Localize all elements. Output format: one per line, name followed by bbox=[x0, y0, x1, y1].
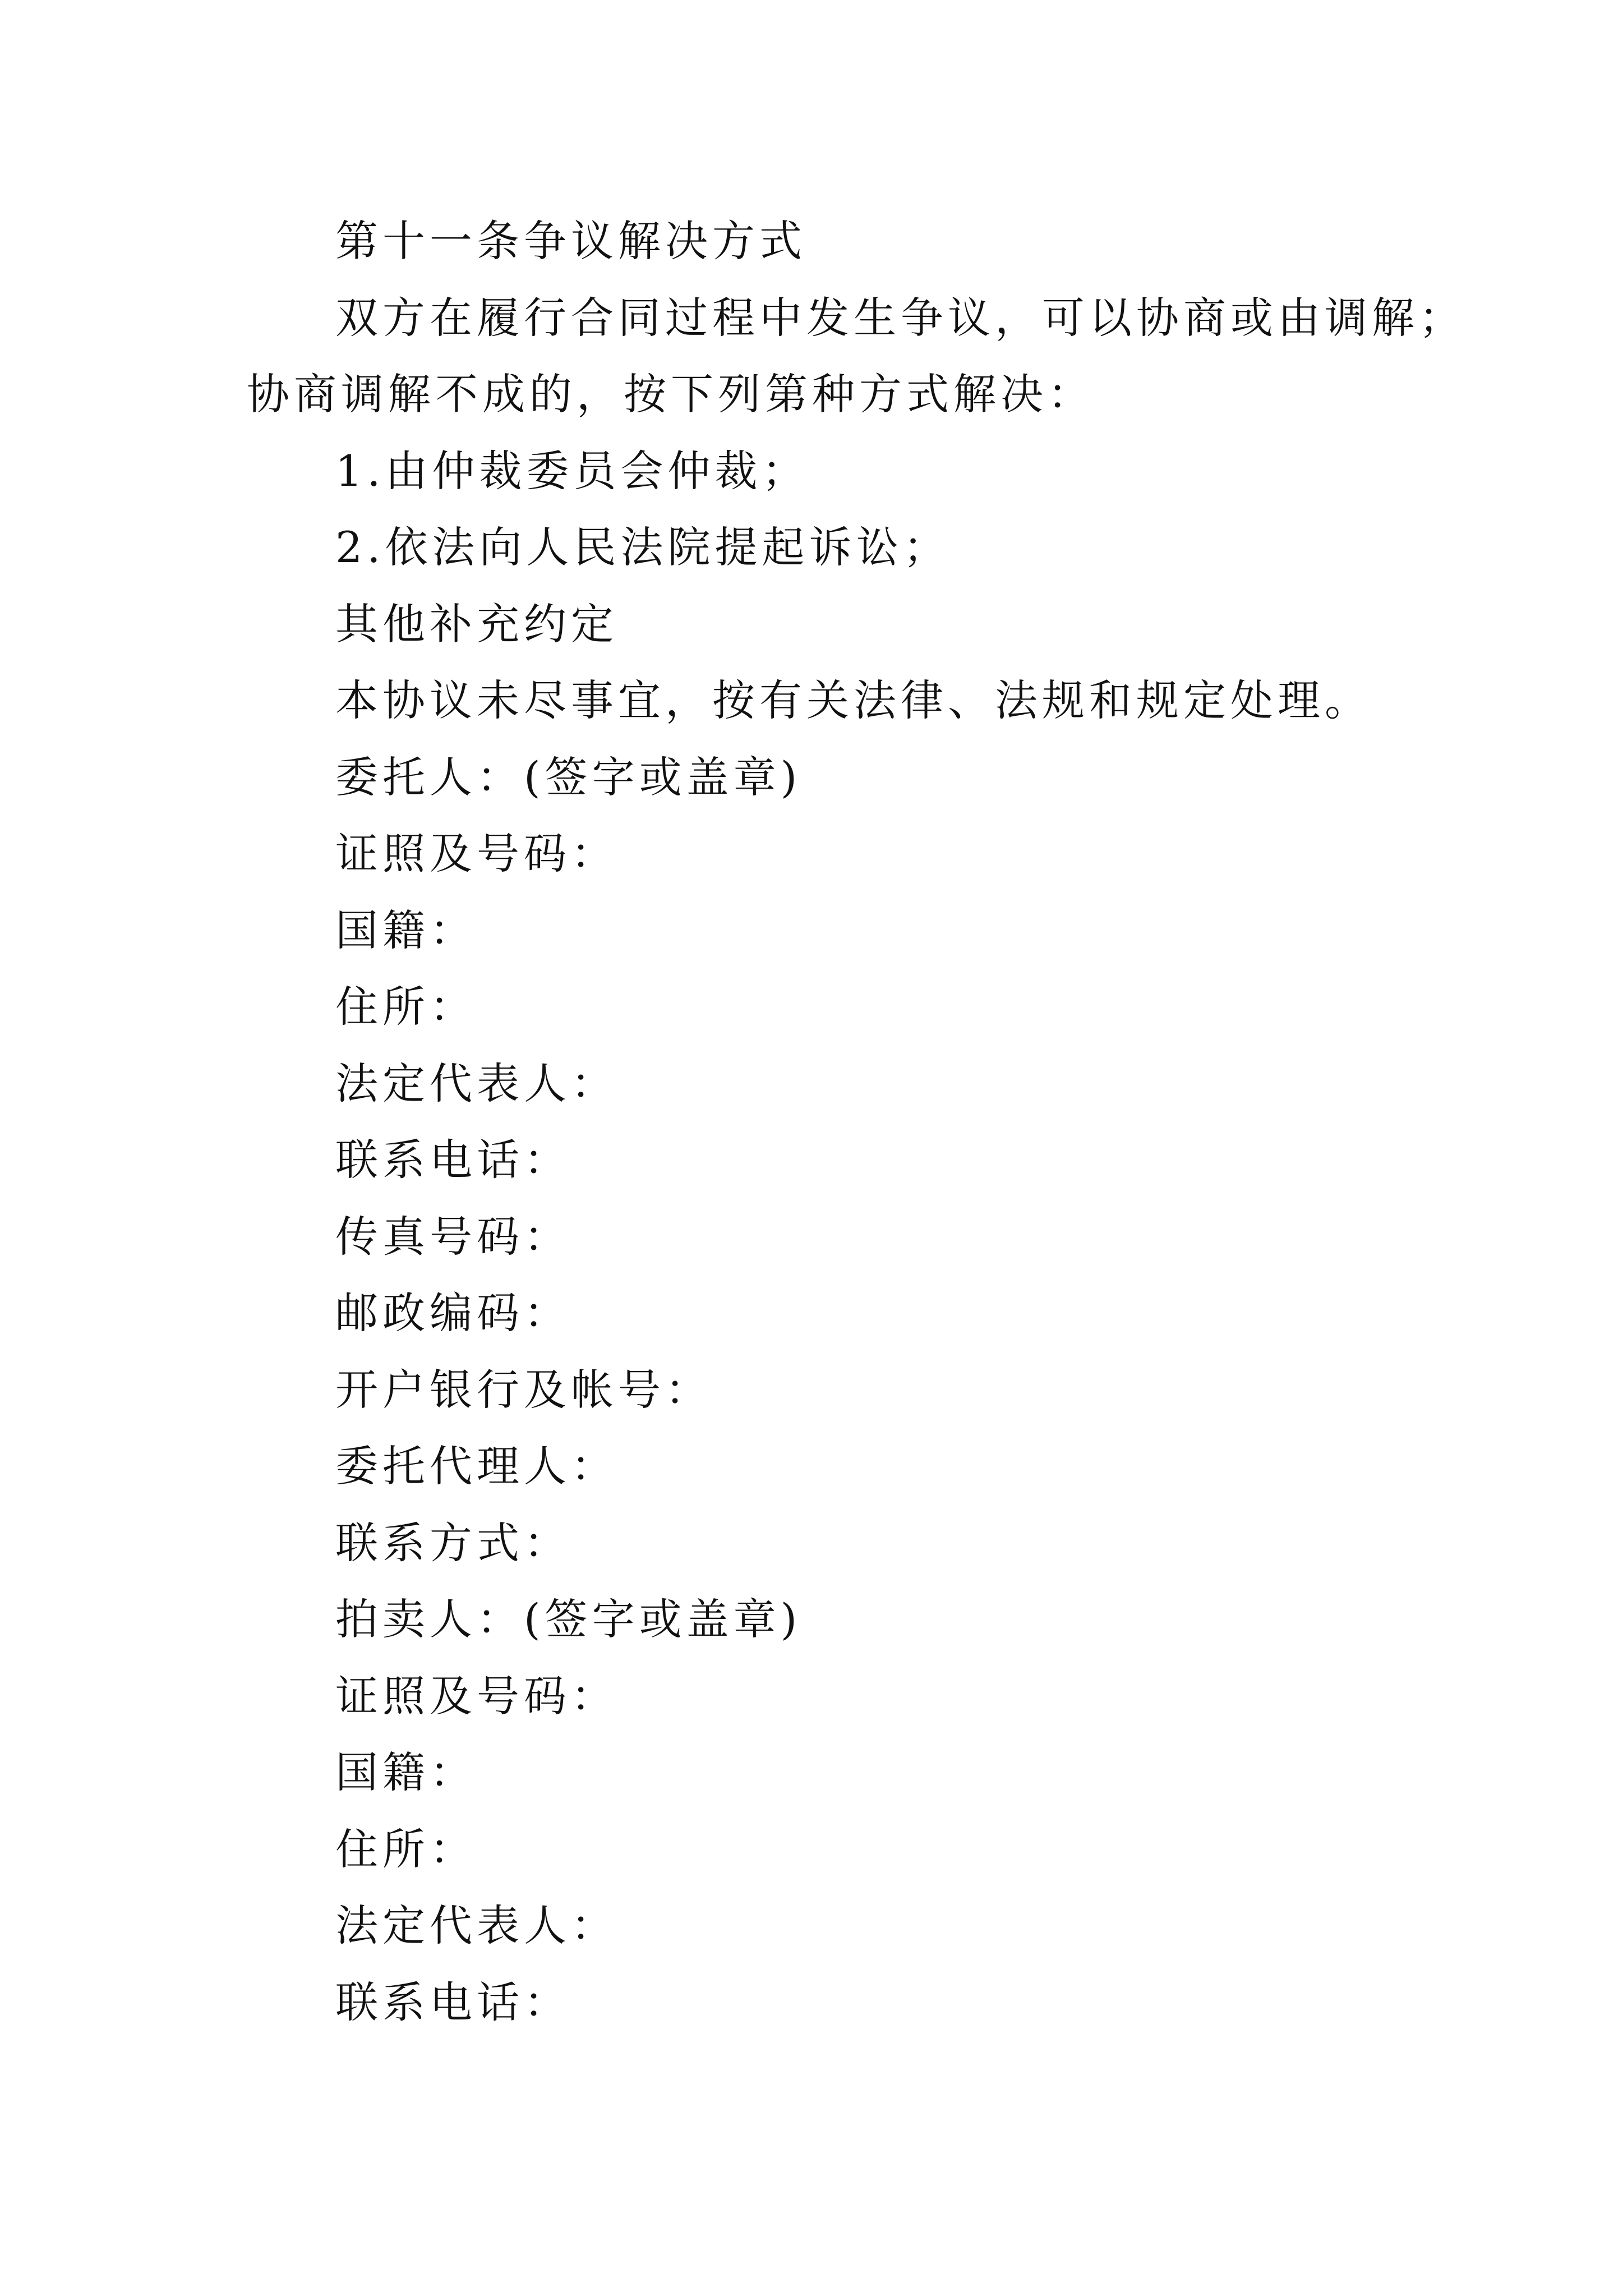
other-agreement-heading: 其他补充约定 bbox=[335, 599, 618, 649]
auctioneer-legal-rep-field: 法定代表人： bbox=[335, 1901, 618, 1950]
auctioneer-phone-field: 联系电话： bbox=[335, 1977, 571, 2027]
principal-bank-account-field: 开户银行及帐号： bbox=[335, 1365, 712, 1415]
principal-nationality-field: 国籍： bbox=[335, 905, 477, 955]
principal-signature-line: 委托人：(签字或盖章) bbox=[335, 752, 802, 802]
principal-address-field: 住所： bbox=[335, 982, 477, 1032]
principal-legal-rep-field: 法定代表人： bbox=[335, 1059, 618, 1108]
other-agreement-text: 本协议未尽事宜，按有关法律、法规和规定处理。 bbox=[335, 675, 1372, 725]
principal-agent-field: 委托代理人： bbox=[335, 1441, 618, 1491]
dispute-paragraph-line1: 双方在履行合同过程中发生争议，可以协商或由调解； bbox=[335, 293, 1466, 343]
dispute-option-2: 2.依法向人民法院提起诉讼； bbox=[335, 522, 951, 572]
auctioneer-signature-line: 拍卖人：(签字或盖章) bbox=[335, 1594, 802, 1644]
principal-phone-field: 联系电话： bbox=[335, 1135, 571, 1185]
auctioneer-address-field: 住所： bbox=[335, 1824, 477, 1874]
principal-postcode-field: 邮政编码： bbox=[335, 1288, 571, 1338]
auctioneer-nationality-field: 国籍： bbox=[335, 1747, 477, 1797]
auctioneer-id-number-field: 证照及号码： bbox=[335, 1671, 618, 1721]
principal-id-number-field: 证照及号码： bbox=[335, 829, 618, 878]
principal-fax-field: 传真号码： bbox=[335, 1212, 571, 1262]
dispute-paragraph-line2: 协商调解不成的，按下列第种方式解决： bbox=[247, 369, 1095, 419]
dispute-option-1: 1.由仲裁委员会仲裁； bbox=[335, 446, 809, 496]
article-title: 第十一条争议解决方式 bbox=[335, 216, 806, 266]
principal-contact-field: 联系方式： bbox=[335, 1518, 571, 1568]
